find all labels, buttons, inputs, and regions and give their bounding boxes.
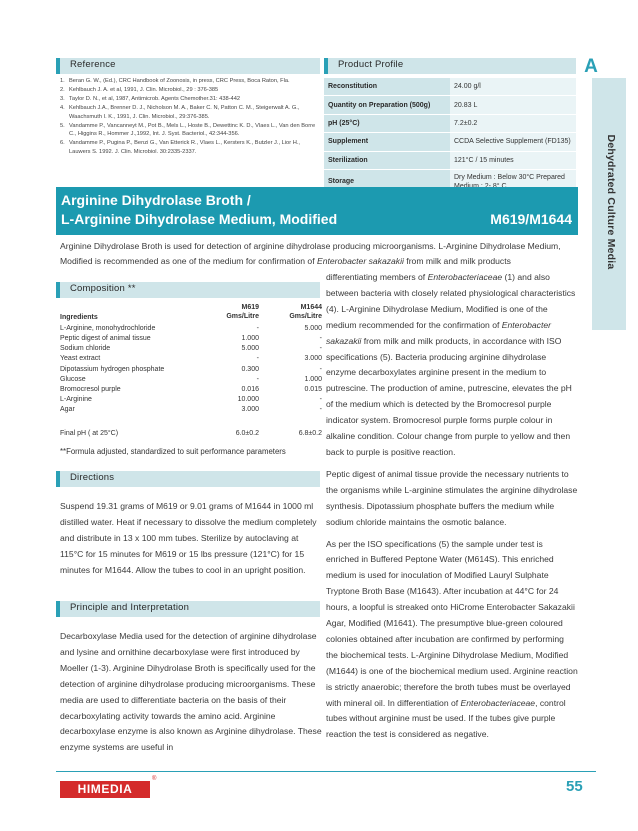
intro-paragraph: Arginine Dihydrolase Broth is used for detection of arginine dihydrolase producing microorganisms. L-Arginine Dihydrolase Medium, Modified is recommended as one of the medium for confirmation of Enterobacter sakazakii from milk and milk products bbox=[60, 241, 561, 266]
title-band bbox=[56, 187, 578, 235]
ingredients-header: Ingredients bbox=[60, 314, 98, 321]
principle-text: Decarboxylase Media used for the detection of arginine dihydrolase and lysine and ornithine decarboxylase were first introduced by Moeller (1-3). Arginine Dihydrolase Broth is specifically used for the detection of arginine dihydrolase producing microorganisms. These media are used to differentiate bacteria on the basis of their decarboxylating activity towards the amino acid. Arginine decarboxylase enzyme is also known as Arginine dihydrolase. These enzyme systems are useful in bbox=[60, 631, 322, 753]
reference-item: 1. Beran G. W., (Ed.), CRC Handbook of Zoonosis, in press, CRC Press, Boca Raton, Fla. bbox=[60, 78, 290, 84]
table-row: Sterilization 121°C / 15 minutes bbox=[324, 151, 576, 169]
title-line-1: Arginine Dihydrolase Broth / bbox=[61, 192, 251, 208]
table-row: Quantity on Preparation (500g) 20.83 L bbox=[324, 96, 576, 114]
title-line-2: L-Arginine Dihydrolase Medium, Modified bbox=[61, 211, 338, 227]
table-row: Storage Dry Medium : Below 30°C Prepared bbox=[324, 169, 576, 193]
page-number: 55 bbox=[566, 778, 583, 795]
table-row: Supplement CCDA Selective Supplement (FD135) bbox=[324, 133, 576, 151]
directions-text: Suspend 19.31 grams of M619 or 9.01 grams of M1644 in 1000 ml distilled water. Heat if necessary to dissolve the medium completely and distribute in 13 x 100 mm tubes. Sterilize by autoclaving at 115°C for 15 minutes for M619 or 15 lbs pressure (121°C) for 15 minutes for M1644. Allow the tubes to cool in an upright position. bbox=[60, 501, 317, 575]
product-code: M619/M1644 bbox=[490, 211, 572, 227]
table-row: Bromocresol purple 0.016 0.015 bbox=[60, 386, 322, 393]
composition-heading: Composition ** bbox=[70, 283, 136, 294]
table-row: Reconstitution 24.00 g/l bbox=[324, 78, 576, 96]
product-profile-heading: Product Profile bbox=[338, 59, 404, 70]
product-profile-table bbox=[324, 77, 576, 193]
col-b-header: M1644 Gms/Litre bbox=[289, 304, 322, 320]
composition-note: **Formula adjusted, standardized to suit performance parameters bbox=[60, 447, 286, 456]
reference-list bbox=[60, 77, 322, 157]
table-row: Sodium chloride 5.000 - bbox=[60, 345, 322, 352]
himedia-logo: HIMEDIA bbox=[60, 781, 150, 798]
registered-mark: ® bbox=[152, 776, 157, 782]
table-row: Agar 3.000 - bbox=[60, 406, 322, 413]
reference-item: 6. Vandamme P., Pugina P., Benzi G., Van Etterick R., Vlaes L., Kersters K., Butzler J., Lior H., Lauwers S. 1992. J. Clin. Microbiol. 30:2335-2337. bbox=[60, 140, 300, 156]
paragraph: differentiating members of Enterobacteriaceae (1) and also between bacteria with closely related physiological characteristics (4). L-Arginine Dihydrolase Medium, Modified is one of the medium recommended for the confirmation of Enterobacter sakazakii from milk and milk products, in accordance with ISO specifications (5). Bacteria producing arginine dihydrolase enzyme decarboxylates arginine present in the medium to putrescine. The production of amine, putrescine, elevates the pH of the medium which is detected by the Bromocresol purple indicator system. Bromocresol purple forms purple colour in alkaline condition. Colour change from purple to yellow and then back to purple is positive reaction. bbox=[326, 272, 576, 457]
table-row: Dipotassium hydrogen phosphate 0.300 - bbox=[60, 366, 322, 373]
reference-item: 4. Kehlbauch J.A., Brenner D. J., Nicholson M. A., Baker C. N, Patton C. M., Steigerwalt A. G., Waachsmuth I. K., 1991, J. Clin. Microbiol., 29:376-385. bbox=[60, 104, 300, 120]
principle-heading: Principle and Interpretation bbox=[70, 602, 190, 613]
table-row: Peptic digest of animal tissue 1.000 - bbox=[60, 335, 322, 342]
table-row: Yeast extract - 3.000 bbox=[60, 355, 322, 362]
directions-heading-bar bbox=[56, 471, 320, 487]
reference-item: 5. Vandamme P., Vancanneyt M., Pot B., Mels L., Hoste B., Dewettinc K. D., Vlaes L., Van den Borre C., Higgins R., Hommer J.,1992, Int. J. Syst. Bacteriol., 42:344-356. bbox=[60, 122, 316, 138]
paragraph: As per the ISO specifications (5) the sample under test is enriched in Buffered Peptone Water (M614S). This enriched medium is used for inoculation of Modified Lauryl Sulphate Tryptone Broth Base (M1643). After incubation at 44°C for 24 hours, a loopful is streaked onto HiCrome Enterobacter Sakazakii Agar, Modified (M1641). The presumptive blue-green coloured colonies obtained after incubation are confirmed by performing the biochemical tests. L-Arginine Dihydrolase Medium, Modified (M1644) is one of the biochemical medium used. Arginine reaction is strictly anaerobic; therefore the broth tubes must be overlayed with mineral oil. In differentiation of Enterobacteriaceae, control tubes without arginine must be used. If the tubes give purple reaction the test is considered as negative. bbox=[326, 538, 578, 740]
table-row: Glucose - 1.000 bbox=[60, 376, 322, 383]
reference-heading-bar bbox=[56, 58, 320, 74]
principle-heading-bar bbox=[56, 601, 320, 617]
paragraph: Peptic digest of animal tissue provide the necessary nutrients to the organisms while L-arginine stimulates the arginine dihydrolase synthesis. Dipotassium phosphate buffers the medium while sodium chloride maintains the osmotic balance. bbox=[326, 468, 578, 527]
reference-item: 2. Kehlbauch J. A. et al, 1991, J. Clin. Microbiol., 29 : 376-385 bbox=[60, 86, 219, 93]
footer-rule bbox=[56, 771, 596, 772]
product-profile-heading-bar bbox=[324, 58, 576, 74]
table-row: pH (25°C) 7.2±0.2 bbox=[324, 114, 576, 132]
section-letter-tab: A bbox=[584, 56, 598, 77]
reference-heading: Reference bbox=[70, 59, 116, 70]
col-a-header: M619 Gms/Litre bbox=[226, 304, 259, 320]
directions-heading: Directions bbox=[70, 472, 115, 483]
right-column-text bbox=[326, 270, 578, 743]
final-ph-row: Final pH ( at 25°C) 6.0±0.2 6.8±0.2 bbox=[60, 430, 322, 437]
reference-item: 3. Taylor D. N., et al, 1987, Antimicrob. Agents Chemother.31: 438-442 bbox=[60, 95, 241, 102]
table-row: L-Arginine, monohydrochloride - 5.000 bbox=[60, 325, 322, 332]
composition-heading-bar bbox=[56, 282, 320, 298]
table-row: L-Arginine 10.000 - bbox=[60, 396, 322, 403]
